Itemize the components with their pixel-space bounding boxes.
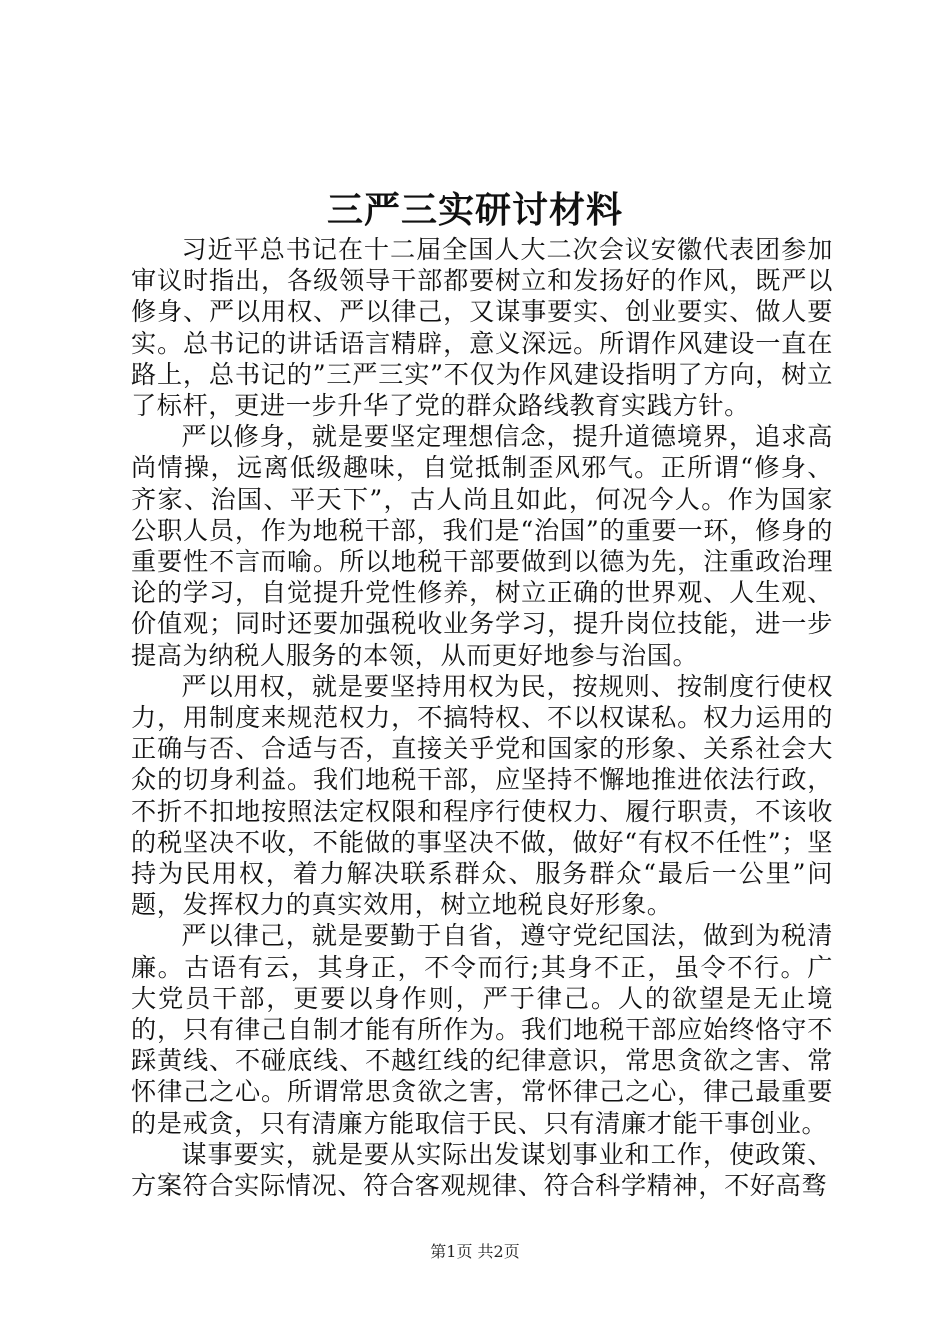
paragraph-intro: 习近平总书记在十二届全国人大二次会议安徽代表团参加审议时指出，各级领导干部都要树立和发扬好的作风，既严以修身、严以用权、严以律己，又谋事要实、创业要实、做人要实。总书记的讲话语言精辟，意义深远。所谓作风建设一直在路上，总书记的”三严三实”不仅为作风建设指明了方向，树立了标杆，更进一步升华了党的群众路线教育实践方针。 bbox=[131, 235, 833, 421]
paragraph-self-discipline: 严以律己，就是要勤于自省，遵守党纪国法，做到为税清廉。古语有云，其身正，不令而行;其身不正，虽令不行。广大党员干部，更要以身作则，严于律己。人的欲望是无止境的，只有律己自制才能有所作为。我们地税干部应始终恪守不踩黄线、不碰底线、不越红线的纪律意识，常思贪欲之害、常怀律己之心。所谓常思贪欲之害，常怀律己之心，律己最重要的是戒贪，只有清廉方能取信于民、只有清廉才能干事创业。 bbox=[131, 921, 833, 1138]
paragraph-practical-planning: 谋事要实，就是要从实际出发谋划事业和工作，使政策、方案符合实际情况、符合客观规律、符合科学精神，不好高骛 bbox=[131, 1139, 833, 1201]
paragraph-self-cultivation: 严以修身，就是要坚定理想信念，提升道德境界，追求高尚情操，远离低级趣味，自觉抵制歪风邪气。正所谓“修身、齐家、治国、平天下”，古人尚且如此，何况今人。作为国家公职人员，作为地税干部，我们是“治国”的重要一环，修身的重要性不言而喻。所以地税干部要做到以德为先，注重政治理论的学习，自觉提升党性修养，树立正确的世界观、人生观、价值观；同时还要加强税收业务学习，提升岗位技能，进一步提高为纳税人服务的本领，从而更好地参与治国。 bbox=[131, 422, 833, 670]
document-title: 三严三实研讨材料 bbox=[326, 189, 623, 231]
paragraph-use-of-power: 严以用权，就是要坚持用权为民，按规则、按制度行使权力，用制度来规范权力，不搞特权、不以权谋私。权力运用的正确与否、合适与否，直接关乎党和国家的形象、关系社会大众的切身利益。我们地税干部，应坚持不懈地推进依法行政，不折不扣地按照法定权限和程序行使权力、履行职责，不该收的税坚决不收，不能做的事坚决不做，做好“有权不任性”；坚持为民用权，着力解决联系群众、服务群众“最后一公里”问题，发挥权力的真实效用，树立地税良好形象。 bbox=[131, 671, 833, 920]
page-footer: 第1页 共2页 bbox=[430, 1242, 520, 1261]
document-body bbox=[131, 234, 833, 1201]
